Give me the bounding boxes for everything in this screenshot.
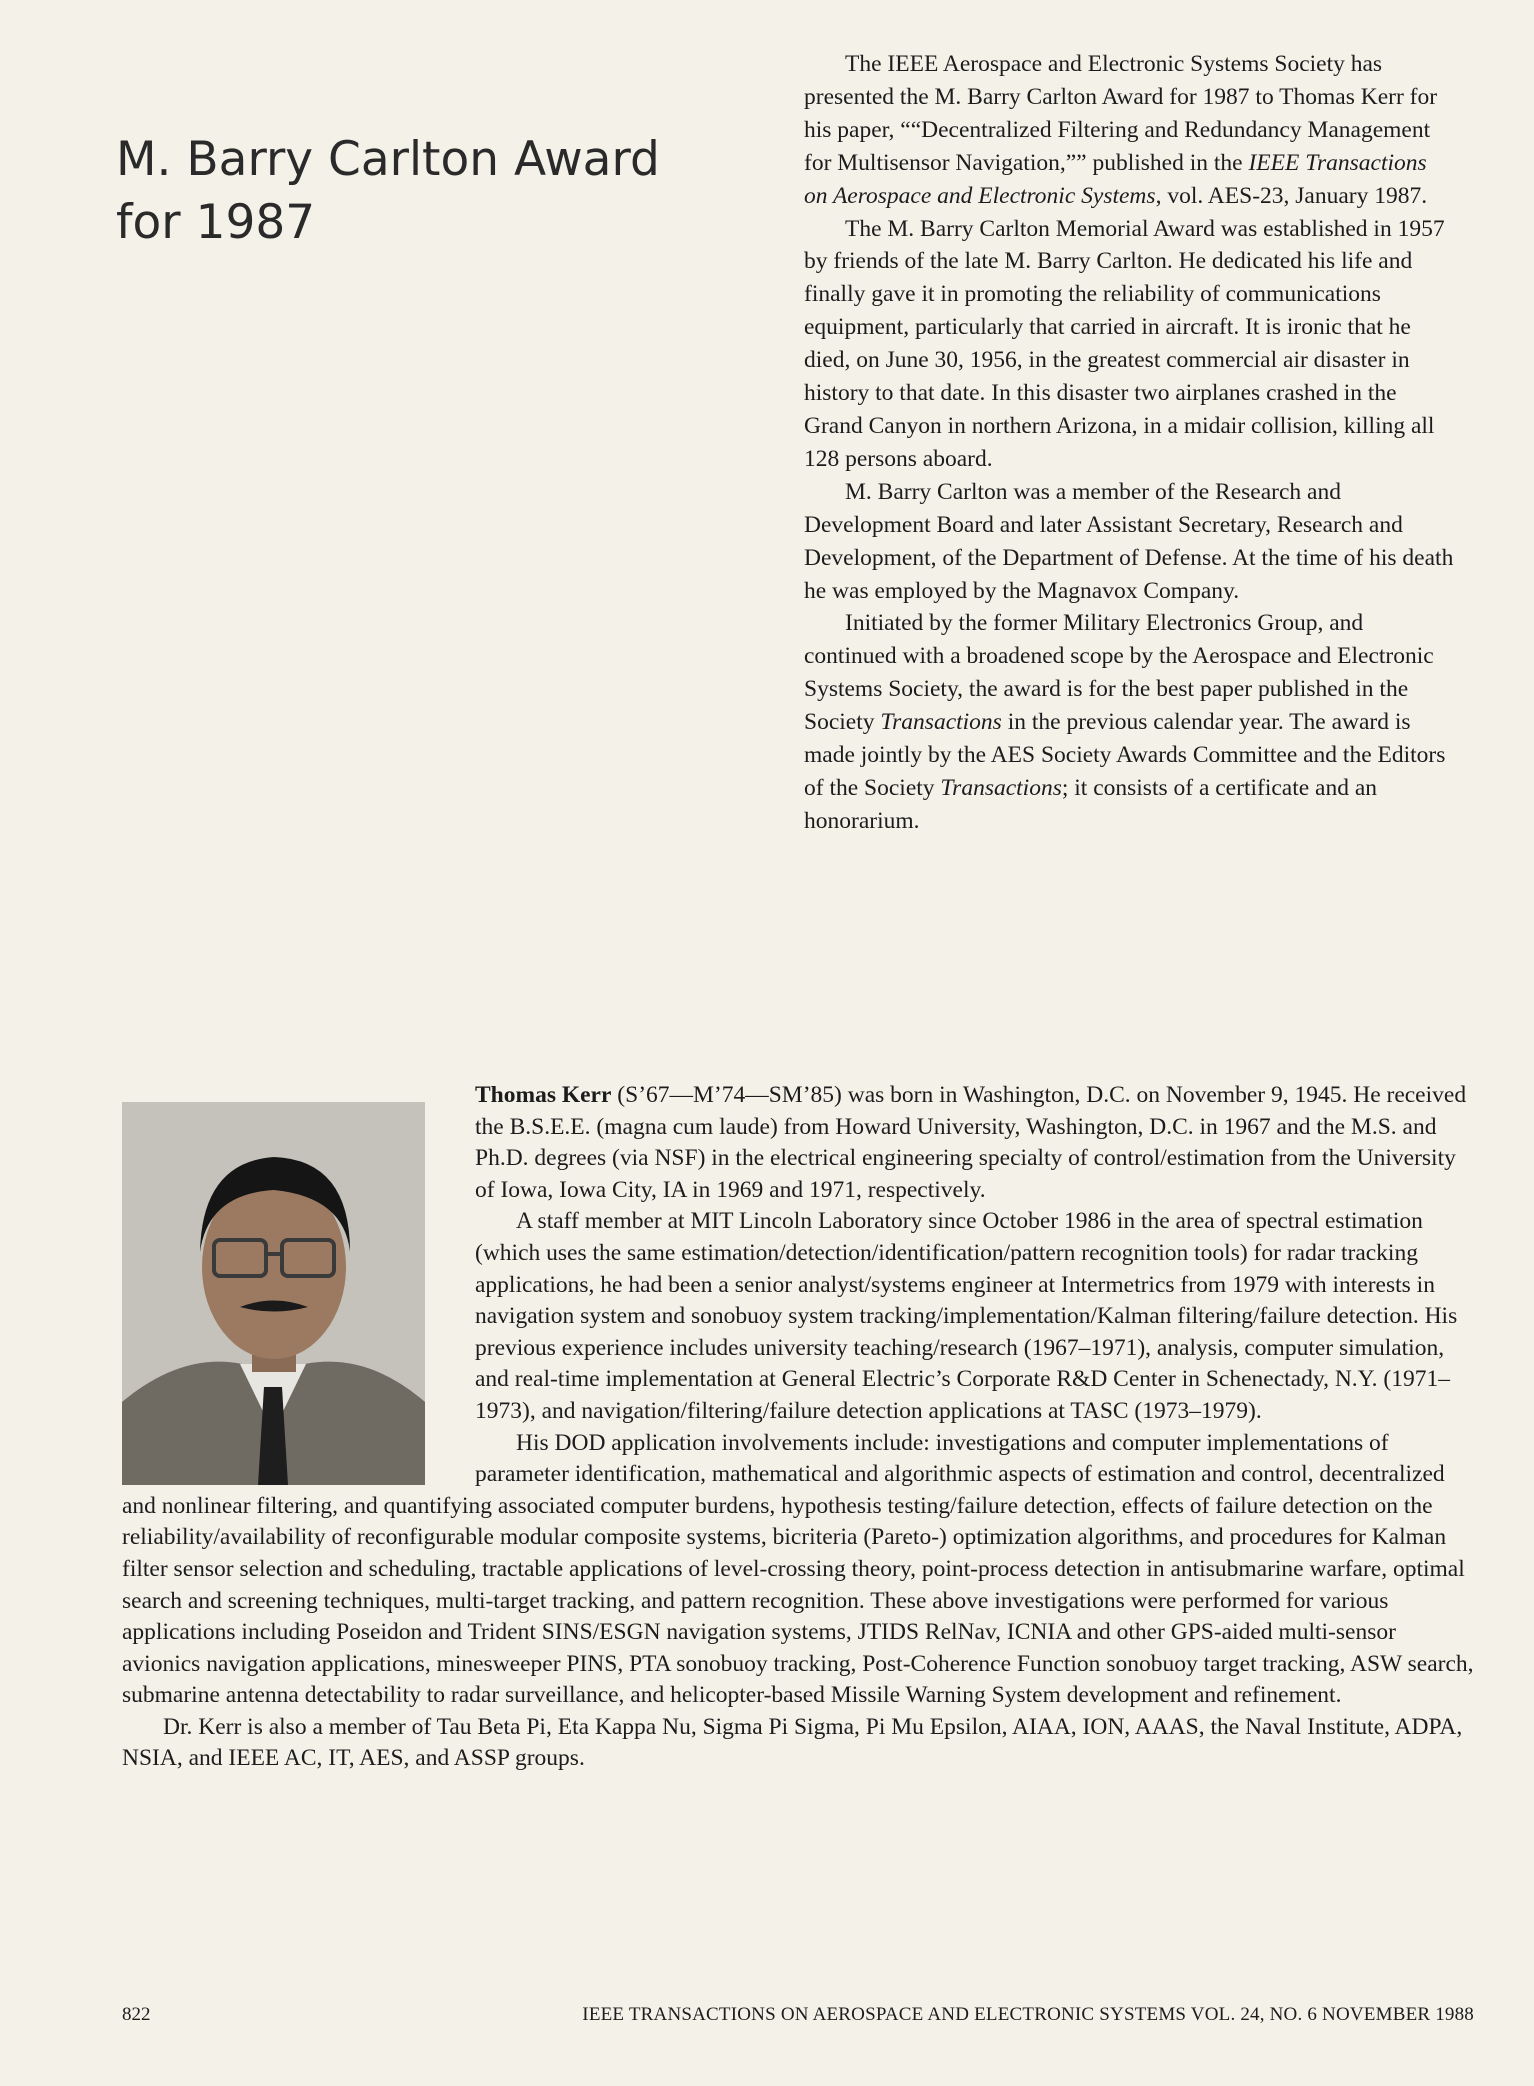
bio-paragraph-3: His DOD application involvements include: investigations and computer implementations of parameter identification, mathematical and algorithmic aspects of estimation and control, decentralized and nonlinear filtering, and quantifying associated computer burdens, hypothesis testing/failure detection, effects of failure detection on the reliability/availability of reconfigurable modular composite systems, bicriteria (Pareto-) optimization algorithms, and procedures for Kalman filter sensor selection and scheduling, tractable applications of level-crossing theory, point-process detection in antisubmarine warfare, optimal search and screening techniques, multi-target tracking, and pattern recognition. These above investigations were performed for various applications including Poseidon and Trident SINS/ESGN navigation systems, JTIDS RelNav, ICNIA and other GPS-aided multi-sensor avionics navigation applications, minesweeper PINS, PTA sonobuoy tracking, Post-Coherence Function sonobuoy target tracking, ASW search, submarine antenna detectability to radar surveillance, and helicopter-based Missile Warning System development and refinement. [122, 1429, 1474, 1709]
award-intro [804, 48, 1454, 838]
page-title [116, 128, 716, 254]
transactions-italic-1: Transactions [880, 709, 1002, 736]
portrait-icon [122, 1102, 425, 1485]
biography [122, 1080, 1474, 1775]
intro-p1-text: The IEEE Aerospace and Electronic Systems Society has presented the M. Barry Carlton Award for 1987 to Thomas Kerr for his paper, ““Decentralized Filtering and Redundancy Management for Multisensor Navigation,”” published in the [804, 51, 1438, 176]
bio-paragraph-2: A staff member at MIT Lincoln Laboratory since October 1986 in the area of spectral estimation (which uses the same estimation/detection/identification/pattern recognition tools) for radar tracking applications, he had been a senior analyst/systems engineer at Intermetrics from 1979 with interests in navigation system and sonobuoy system tracking/implementation/Kalman filtering/failure detection. His previous experience includes university teaching/research (1967–1971), analysis, computer simulation, and real-time implementation at General Electric’s Corporate R&D Center in Schenectady, N.Y. (1971–1973), and navigation/filtering/failure detection applications at TASC (1973–1979). [475, 1208, 1458, 1424]
title-line-2: for 1987 [116, 195, 316, 250]
page-number: 822 [122, 2004, 151, 2025]
author-name: Thomas Kerr [475, 1082, 612, 1108]
intro-p1-tail: , vol. AES-23, January 1987. [1155, 182, 1428, 209]
transactions-italic-2: Transactions [940, 774, 1062, 801]
intro-p4-tail: ; it consists of a certificate and an honorarium. [804, 774, 1378, 834]
intro-paragraph-2: The M. Barry Carlton Memorial Award was established in 1957 by friends of the late M. Barry Carlton. He dedicated his life and finally gave it in promoting the reliability of communications equipment, particularly that carried in aircraft. It is ironic that he died, on June 30, 1956, in the greatest commercial air disaster in history to that date. In this disaster two airplanes crashed in the Grand Canyon in northern Arizona, in a midair collision, killing all 128 persons aboard. [804, 215, 1445, 472]
intro-paragraph-4 [804, 607, 1454, 837]
journal-citation: IEEE TRANSACTIONS ON AEROSPACE AND ELECTRONIC SYSTEMS VOL. 24, NO. 6 NOVEMBER 1988 [582, 2004, 1474, 2025]
bio-paragraph-4: Dr. Kerr is also a member of Tau Beta Pi, Eta Kappa Nu, Sigma Pi Sigma, Pi Mu Epsilon, AIAA, ION, AAAS, the Naval Institute, ADPA, NSIA, and IEEE AC, IT, AES, and ASSP groups. [122, 1713, 1463, 1772]
journal-name: IEEE Transactions on Aerospace and Electronic Systems [804, 149, 1427, 209]
title-line-1: M. Barry Carlton Award [116, 132, 660, 187]
author-portrait-photo [122, 1102, 425, 1485]
bio-p1-text: (S’67—M’74—SM’85) was born in Washington, D.C. on November 9, 1945. He received the B.S.E.E. (magna cum laude) from Howard University, Washington, D.C. in 1967 and the M.S. and Ph.D. degrees (via NSF) in the electrical engineering specialty of control/estimation from the University of Iowa, Iowa City, IA in 1969 and 1971, respectively. [475, 1082, 1467, 1203]
intro-p4-mid: in the previous calendar year. The award is made jointly by the AES Society Awards Committee and the Editors of the Society [804, 709, 1446, 801]
intro-paragraph-1 [804, 48, 1454, 213]
intro-p4-text: Initiated by the former Military Electronics Group, and continued with a broadened scope by the Aerospace and Electronic Systems Society, the award is for the best paper published in the Society [804, 610, 1434, 736]
intro-paragraph-3: M. Barry Carlton was a member of the Research and Development Board and later Assistant Secretary, Research and Development, of the Department of Defense. At the time of his death he was employed by the Magnavox Company. [804, 478, 1454, 604]
